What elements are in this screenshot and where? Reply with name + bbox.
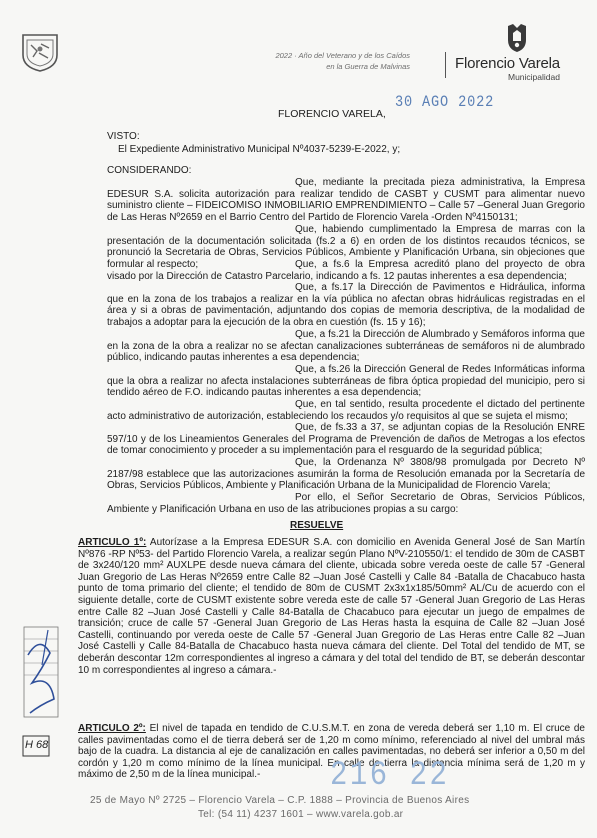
municipal-seal-icon (19, 31, 61, 73)
articulo-1-heading: ARTICULO 1º: (78, 537, 147, 548)
considerando-paragraph: Que, a fs.17 la Dirección de Pavimentos e Hidráulica, informa que en la zona de los trabajos a realizar en la vía pública no afectan obras hidráulicas registradas en el área y si a obras de pavimentación, adjuntando dos copias de memoria descriptiva, de la modalidad de trabajos a adoptar para la ejecución de la obra en cuestión (fs. 15 y 16); (107, 282, 585, 328)
year-motto-line1: 2022 · Año del Veterano y de los Caídos (275, 51, 410, 60)
articulo-1 (78, 537, 585, 723)
footer-contact: Tel: (54 11) 4237 1601 – www.varela.gob.ar (198, 809, 404, 820)
brand-subtitle: Municipalidad (508, 72, 560, 82)
articulo-2-heading: ARTICULO 2º: (78, 723, 146, 734)
resuelve-heading: RESUELVE (290, 520, 344, 531)
articulo-1-text: Autorízase a la Empresa EDESUR S.A. con domicilio en Avenida General José de San Martín Nº876 -RP Nº53- del Partido Florencio Varela, a realizar según Plano NºV-210550/1: el tendido de 30m de CASBT de 3x240/120 mm² AUXLPE desde nueva cámara del cliente, ubicada sobre vereda oeste de calle 57 -General Juan Gregorio de Las Heras Nº2659 entre Calle 82 –Juan José Castelli y Calle 84 -Batalla de Chacabuco hasta punto de toma primario del cliente; el tendido de 80m de CUSMT 2x3x1x185/50mm² AL/Cu de acuerdo con el siguiente detalle, corte de CUSMT existente sobre vereda este de calle 57 -General Juan Gregorio de Las Heras entre Calle 82 –Juan José Castelli y Calle 84-Batalla de Chacabuco para ejecutar un juego de empalmes de transición; cruce de calle 57 -General Juan Gregorio de Las Heras hasta la esquina de Calle 82 –Juan José Castelli, continuando por vereda oeste de Calle 57 -General Juan Gregorio de Las Heras entre Calle 82 –Juan José Castelli y Calle 84-Batalla de Chacabuco hasta nueva cámara del cliente. Del Total del tendido de MT, se deberán descontar 12m correspondientes al ingreso a cámara y del total del tendido de BT, se deberán descontar 10 m correspondientes al ingreso a cámara.- (78, 537, 585, 676)
considerando-paragraph: Que, de fs.33 a 37, se adjuntan copias de la Resolución ENRE 597/10 y de los Lineamientos Generales del Programa de Prevención de daños de Metrogas a los efectos de tomar conocimiento y proceder a su implementación para el resguardo de la seguridad pública; (107, 422, 585, 457)
considerando-paragraph: Que, a fs.21 la Dirección de Alumbrado y Semáforos informa que en la zona de la obra a realizar no se afectan canalizaciones subterráneas de semáforos ni de alumbrado público, indicando pautas inherentes a esa dependencia; (107, 329, 585, 364)
considerando-paragraph: Que, mediante la precitada pieza administrativa, la Empresa EDESUR S.A. solicita autorización para realizar tendido de CASBT y CUSMT para alimentar nuevo suministro cliente – FIDEICOMISO INMOBILIARIO EMPRENDIMIENTO – Calle 57 –General Juan Gregorio de Las Heras Nº2659 en el Barrio Centro del Partido de Florencio Varela -Orden Nº4150131; (107, 177, 585, 223)
considerando-paragraph: Que, en tal sentido, resulta procedente el dictado del pertinente acto administrativo de autorización, estableciendo los recaudos y/o requisitos al que se sujeta el mismo; (107, 399, 585, 422)
visto-label: VISTO: (107, 131, 140, 142)
brand-name: Florencio Varela (455, 55, 560, 72)
visto-text: El Expediente Administrativo Municipal Nº4037-5239-E-2022, y; (118, 144, 401, 155)
footer-address: 25 de Mayo Nº 2725 – Florencio Varela – C.P. 1888 – Provincia de Buenos Aires (90, 795, 470, 806)
year-motto (222, 50, 410, 72)
considerando-paragraph: Que, a fs.26 la Dirección General de Redes Informáticas informa que la obra a realizar no afecta instalaciones subterráneas de fibra óptica propiedad del municipio, pero si tendido aéreo de F.O. indicando pautas inherentes a esa dependencia; (107, 364, 585, 399)
handwritten-note: H 68 (25, 739, 49, 751)
city-heading: FLORENCIO VARELA, (278, 108, 386, 120)
considerando-paragraph: Por ello, el Señor Secretario de Obras, Servicios Públicos, Ambiente y Planificación Urbana en uso de las atribuciones propias a su cargo: (107, 492, 585, 515)
resolution-number-stamp: 216 22 (330, 757, 450, 795)
considerando-label: CONSIDERANDO: (107, 165, 192, 176)
year-motto-line2: en la Guerra de Malvinas (326, 62, 410, 71)
considerando-paragraph: Que, habiendo cumplimentado la Empresa de marras con la presentación de la documentación solicitada (fs.2 a 6) en orden de los distintos recaudos técnicos, se pronunció la Secretaria de Obras, Servicios Públicos, Ambiente y Planificación Urbana, sin objeciones que formular al respecto; (107, 224, 585, 270)
margin-stamp-signature (20, 625, 70, 721)
considerando-paragraph: Que, a fs.6 la Empresa acreditó plano del proyecto de obra visado por la Dirección de Catastro Parcelario, indicando a fs. 12 pautas inherentes a esa dependencia; (107, 259, 585, 282)
date-stamp: 30 AGO 2022 (395, 93, 495, 111)
articulo-2-text: El nivel de tapada en tendido de C.U.S.M.T. en zona de vereda deberá ser 1,10 m. El cruce de calles pavimentadas como el de tierra deberá ser de 1,20 m como mínimo, referenciado al nivel del umbral más bajo de la cuadra. La distancia al eje de canalización en calles pavimentadas, no deberá ser inferior a 0,50 m del cordón y 1,20 m como mínimo de la línea municipal. En calle de tierra la distancia mínima será de 1,20 m y máximo de 2,50 m de la línea municipal.- (78, 723, 585, 781)
brand-divider (445, 52, 446, 78)
considerando-paragraph: Que, la Ordenanza Nº 3808/98 promulgada por Decreto Nº 2187/98 establece que las autorizaciones asumirán la forma de Resolución emanada por la Secretaría de Obras, Servicios Públicos, Ambiente y Planificación Urbana de la Municipalidad de Florencio Varela; (107, 457, 585, 492)
florencio-varela-logo-icon (505, 22, 529, 54)
